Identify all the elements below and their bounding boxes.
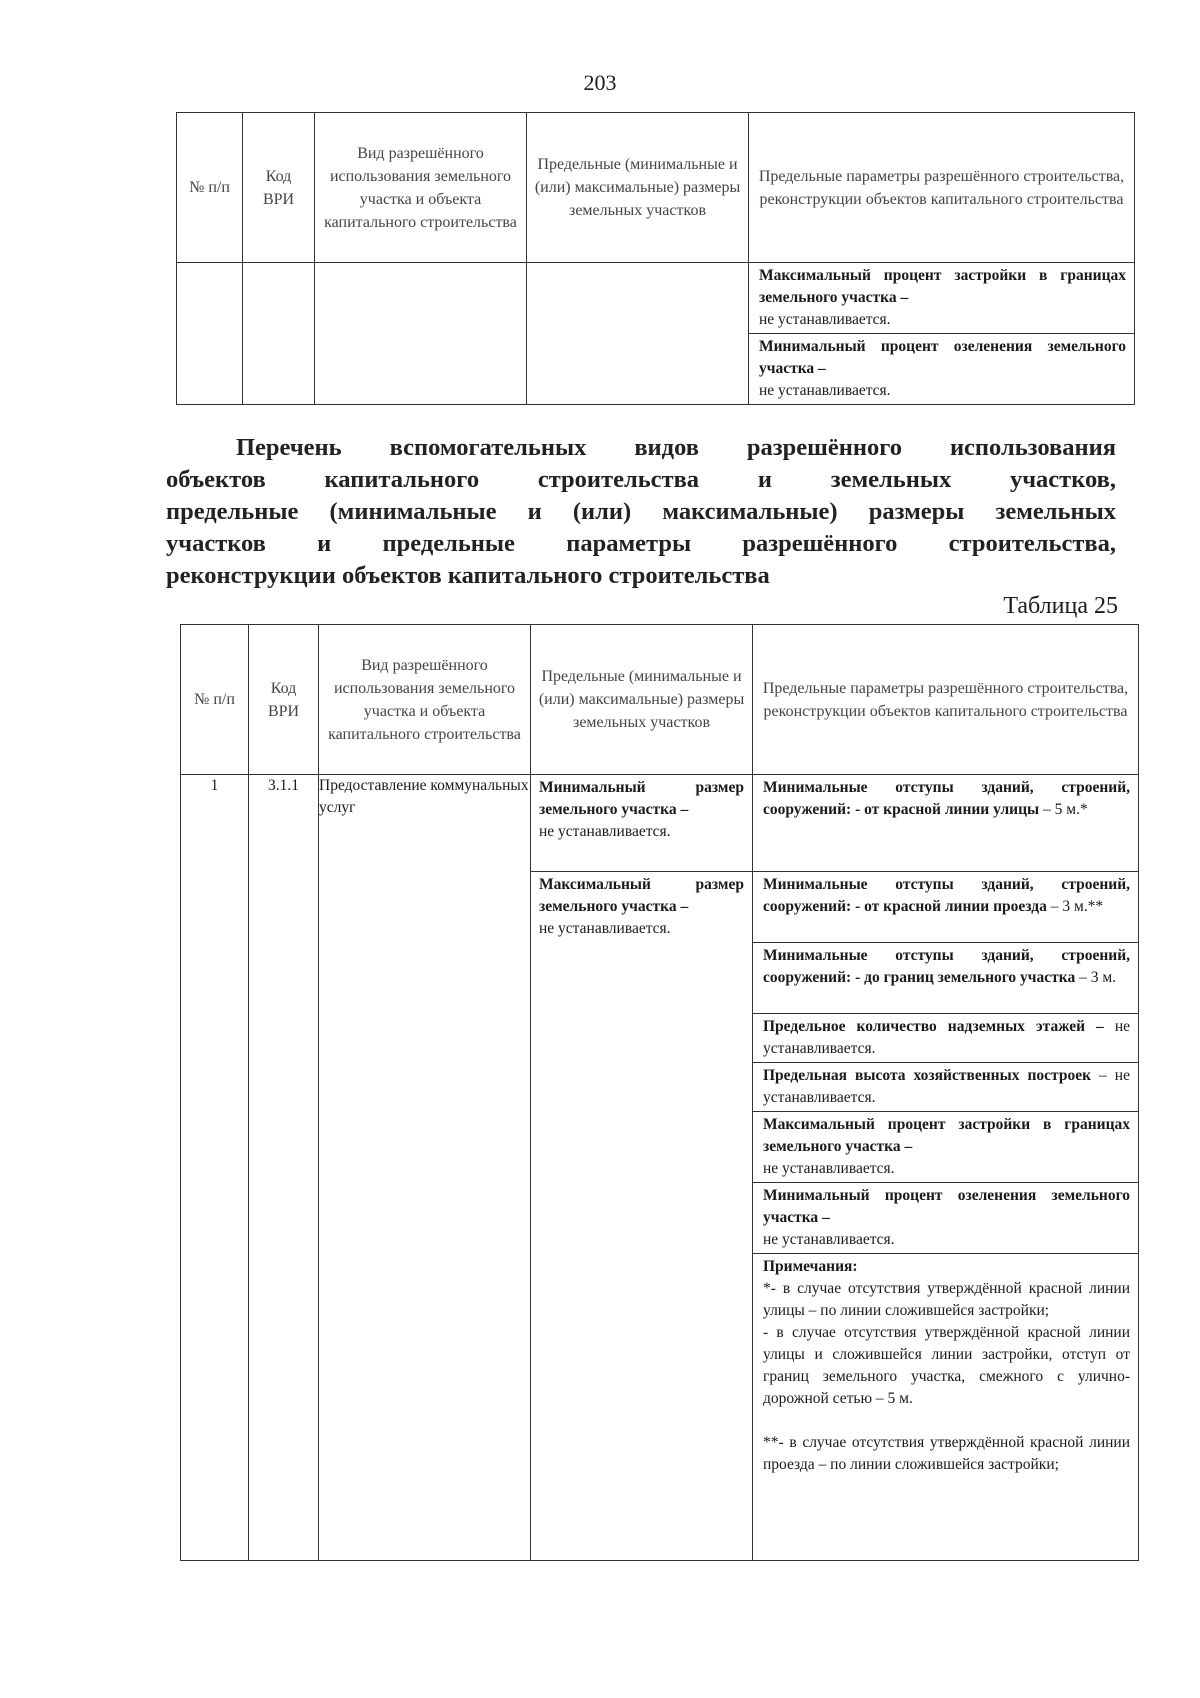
title-line: участков и предельные параметры разрешённого строительства, — [166, 530, 1116, 557]
param-value: не устанавливается. — [763, 1231, 895, 1248]
notes-heading: Примечания: — [763, 1258, 858, 1275]
param-block — [749, 263, 1134, 334]
param-bold: Предельное количество надземных этажей – — [763, 1018, 1104, 1035]
param-block — [749, 334, 1134, 404]
size-value: не устанавливается. — [539, 823, 671, 840]
table-caption: Таблица 25 — [1003, 593, 1118, 619]
param-block — [753, 775, 1138, 872]
param-value: не устанавливается. — [763, 1160, 895, 1177]
size-bold: Максимальный размер земельного участка – — [539, 876, 744, 915]
cell-kind — [315, 263, 527, 405]
header-params: Предельные параметры разрешённого строительства, реконструкции объектов капитального строительства — [753, 625, 1139, 775]
param-bold: Минимальные отступы зданий, строений, сооружений: - до границ земельного участка — [763, 947, 1130, 986]
cell-params — [749, 263, 1135, 405]
section-title — [166, 432, 1116, 592]
continuation-table — [176, 112, 1135, 405]
cell-sizes — [527, 263, 749, 405]
cell-num — [177, 263, 243, 405]
param-block — [753, 1063, 1138, 1112]
cell-sizes — [531, 775, 753, 1561]
header-sizes: Предельные (минимальные и (или) максимальные) размеры земельных участков — [531, 625, 753, 775]
size-block — [531, 775, 752, 872]
param-value: не устанавливается. — [759, 311, 891, 328]
page-number: 203 — [583, 70, 617, 95]
header-code: Код ВРИ — [249, 625, 319, 775]
size-bold: Минимальный размер земельного участка – — [539, 779, 744, 818]
param-value: – 3 м.** — [1046, 898, 1104, 915]
cell-code: 3.1.1 — [249, 775, 319, 1561]
header-num: № п/п — [177, 113, 243, 263]
header-params: Предельные параметры разрешённого строительства, реконструкции объектов капитального строительства — [749, 113, 1135, 263]
header-kind: Вид разрешённого использования земельного участка и объекта капитального строительства — [319, 625, 531, 775]
notes-block — [753, 1254, 1138, 1478]
size-value: не устанавливается. — [539, 920, 671, 937]
param-block — [753, 1183, 1138, 1254]
param-bold: Максимальный процент застройки в границах земельного участка – — [759, 267, 1126, 306]
size-block — [531, 872, 752, 942]
param-value: не устанавливается. — [763, 1018, 1130, 1057]
table-header-row — [177, 113, 1135, 263]
param-value: не устанавливается. — [759, 382, 891, 399]
title-line: предельные (минимальные и (или) максимальные) размеры земельных — [166, 498, 1116, 525]
header-num: № п/п — [181, 625, 249, 775]
param-bold: Минимальные отступы зданий, строений, сооружений: - от красной линии улицы — [763, 779, 1130, 818]
param-value: – 3 м. — [1075, 969, 1117, 986]
cell-code — [243, 263, 315, 405]
header-sizes: Предельные (минимальные и (или) максимальные) размеры земельных участков — [527, 113, 749, 263]
title-line: реконструкции объектов капитального строительства — [166, 562, 770, 589]
param-block — [753, 943, 1138, 1014]
cell-params — [753, 775, 1139, 1561]
table-row — [181, 775, 1139, 1561]
param-value: – не устанавливается. — [763, 1067, 1130, 1106]
param-bold: Максимальный процент застройки в границах земельного участка – — [763, 1116, 1130, 1155]
note-item: *- в случае отсутствия утверждённой красной линии улицы – по линии сложившейся застройки; — [763, 1280, 1130, 1319]
note-item: **- в случае отсутствия утверждённой красной линии проезда – по линии сложившейся застройки; — [763, 1434, 1130, 1473]
title-line: Перечень вспомогательных видов разрешённого использования — [236, 434, 1116, 461]
param-block — [753, 872, 1138, 943]
param-block — [753, 1014, 1138, 1063]
param-block — [753, 1112, 1138, 1183]
param-value: – 5 м.* — [1039, 801, 1088, 818]
cell-num: 1 — [181, 775, 249, 1561]
param-bold: Минимальный процент озеленения земельного участка – — [763, 1187, 1130, 1226]
table-25 — [180, 624, 1139, 1561]
note-item: - в случае отсутствия утверждённой красной линии улицы и сложившейся линии застройки, отступ от границ земельного участка, смежного с улично-дорожной сетью – 5 м. — [763, 1324, 1130, 1407]
header-kind: Вид разрешённого использования земельного участка и объекта капитального строительства — [315, 113, 527, 263]
param-bold: Предельная высота хозяйственных построек — [763, 1067, 1092, 1084]
table-header-row — [181, 625, 1139, 775]
param-bold: Минимальный процент озеленения земельного участка – — [759, 338, 1126, 377]
cell-kind: Предоставление коммунальных услуг — [319, 775, 531, 1561]
table-row — [177, 263, 1135, 405]
param-bold: Минимальные отступы зданий, строений, сооружений: - от красной линии проезда — [763, 876, 1130, 915]
title-line: объектов капитального строительства и земельных участков, — [166, 466, 1116, 493]
header-code: Код ВРИ — [243, 113, 315, 263]
